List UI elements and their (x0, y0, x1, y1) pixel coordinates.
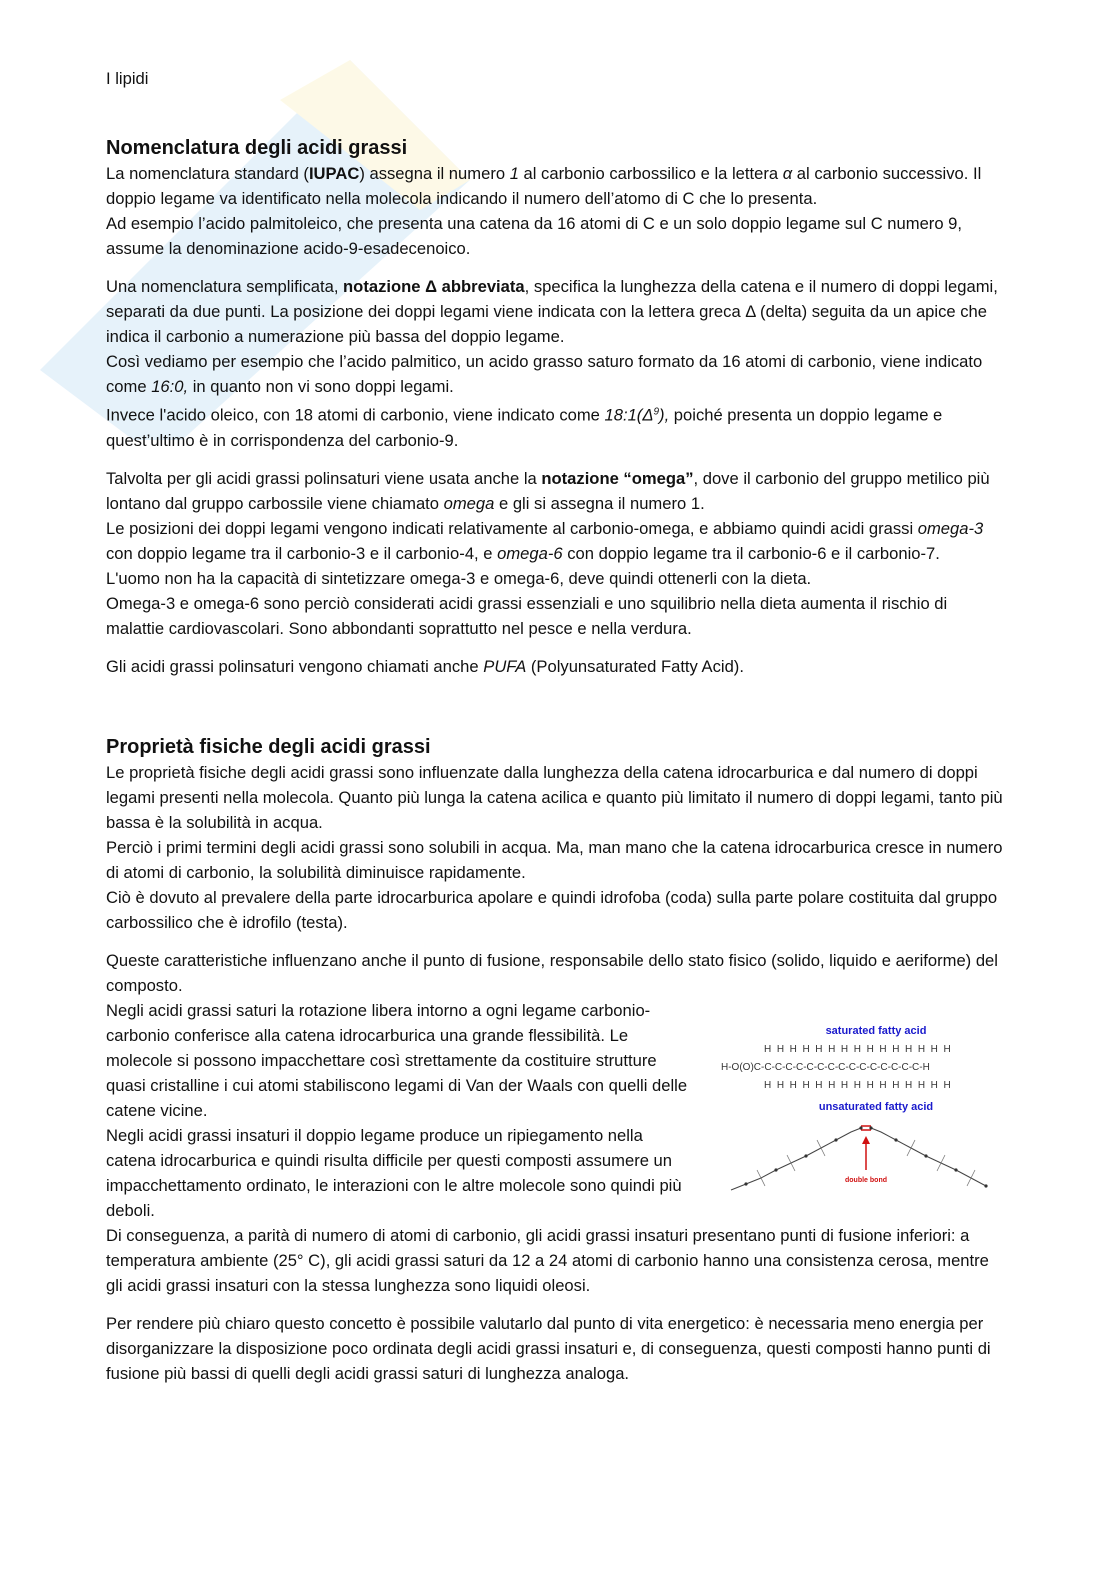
paragraph: Gli acidi grassi polinsaturi vengono chiamati anche PUFA (Polyunsaturated Fatty Acid). (106, 656, 744, 676)
paragraph: Le proprietà fisiche degli acidi grassi sono influenzate dalla lunghezza della catena idrocarburica e dal numero di doppi legami presenti nella molecola. Quanto più lunga la catena acilica e quanto più limitato il numero di doppi legami, tanto più bassa è la solubilità in acqua. Perciò i primi termini degli acidi grassi sono solubili in acqua. Ma, man mano che la catena idrocarburica cresce in numero di atomi di carbonio, la solubilità diminuisce rapidamente. Ciò è dovuto al prevalere della parte idrocarburica apolare e quindi idrofoba (coda) sulla parte polare costituita dal gruppo carbossilico che è idrofilo (testa). (106, 762, 1003, 932)
unsaturated-label: unsaturated fatty acid (818, 1100, 934, 1113)
saturated-chain: H-O(O)C-C-C-C-C-C-C-C-C-C-C-C-C-C-C-C-H (721, 1061, 930, 1073)
paragraph: Una nomenclatura semplificata, notazione Δ abbreviata, specifica la lunghezza della catena e il numero di doppi legami, separati da due punti. La posizione dei doppi legami viene indicata con la lettera greca Δ (delta) seguita da un apice che indica il carbonio a numerazione più bassa del doppio legame. Così vediamo per esempio che l’acido palmitico, un acido grasso saturo formato da 16 atomi di carbonio, viene indicato come 16:0, in quanto non vi sono doppi legami. Invece l'acido oleico, con 18 atomi di carbonio, viene indicato come $18:1(\Delta^9)$, poiché presenta un doppio legame e quest’ultimo è in corrispondenza del carbonio-9. (106, 277, 998, 450)
saturated-label: saturated fatty acid (825, 1024, 927, 1037)
double-bond-label: double bond (845, 1176, 887, 1184)
paragraph: Talvolta per gli acidi grassi polinsaturi viene usata anche la notazione “omega”, dove il carbonio del gruppo metilico più lontano dal gruppo carbossile viene chiamato omega e gli si assegna il numero 1. Le posizioni dei doppi legami vengono indicati relativamente al carbonio-omega, e abbiamo quindi acidi grassi omega-3 con doppio legame tra il carbonio-3 e il carbonio-4, e omega-6 con doppio legame tra il carbonio-6 e il carbonio-7. L'uomo non ha la capacità di sintetizzare omega-3 e omega-6, deve quindi ottenerli con la dieta. Omega-3 e omega-6 sono perciò considerati acidi grassi essenziali e uno squilibrio nella dieta aumenta il rischio di malattie cardiovascolari. Sono abbondanti soprattutto nel pesce e nella verdura. (106, 468, 990, 638)
document-title: I lipidi (106, 69, 149, 88)
section-heading-nomenclatura: Nomenclatura degli acidi grassi (106, 137, 408, 159)
paragraph: Queste caratteristiche influenzano anche il punto di fusione, responsabile dello stato fisico (solido, liquido e aeriforme) del composto. saturated fatty acid HHHHHHHHHHHHHHH H-O(O)C-C-C-C-C-C-C-C-C-C-C-C-C-C-C-C-H HHHHHHHHHHHHHHH unsaturated fatty acid double bond Negli acidi grassi saturi la rotazione libera intorno a ogni legame carbonio-carbonio conferisce alla catena idrocarburica una grande flessibilità. Le molecole si possono impacchettare così strettamente da costituire strutture quasi cristalline i cui atomi stabiliscono legami di Van der Waals con quelli delle catene vicine. Negli acidi grassi insaturi il doppio legame produce un ripiegamento nella catena idrocarburica e quindi risulta difficile per questi composti assumere un impacchettamento ordinato, le interazioni con le altre molecole sono quindi più deboli. Di conseguenza, a parità di numero di atomi di carbonio, gli acidi grassi insaturi presentano punti di fusione inferiori: a temperatura ambiente (25° C), gli acidi grassi saturi da 12 a 24 atomi di carbonio hanno una consistenza cerosa, mentre gli acidi grassi insaturi con la stessa lunghezza sono liquidi oleosi. (106, 948, 1006, 1298)
saturated-h-row-top: HHHHHHHHHHHHHHH (764, 1043, 957, 1055)
section-heading-proprieta: Proprietà fisiche degli acidi grassi (106, 735, 431, 758)
fatty-acid-diagram (716, 1020, 1006, 1200)
paragraph: La nomenclatura standard (IUPAC) assegna il numero 1 al carbonio carbossilico e la lettera α al carbonio successivo. Il doppio legame va identificato nella molecola indicando il numero dell’atomo di C che lo presenta. Ad esempio l’acido palmitoleico, che presenta una catena da 16 atomi di C e un solo doppio legame sul C numero 9, assume la denominazione acido-9-esadecenoico. (106, 164, 982, 258)
saturated-h-row-bottom: HHHHHHHHHHHHHHH (764, 1079, 957, 1091)
paragraph: Per rendere più chiaro questo concetto è possibile valutarlo dal punto di vita energetico: è necessaria meno energia per disorganizzare la disposizione poco ordinata degli acidi grassi insaturi e, di conseguenza, questi composti hanno punti di fusione più bassi di quelli degli acidi grassi saturi di lunghezza analoga. (106, 1313, 991, 1383)
